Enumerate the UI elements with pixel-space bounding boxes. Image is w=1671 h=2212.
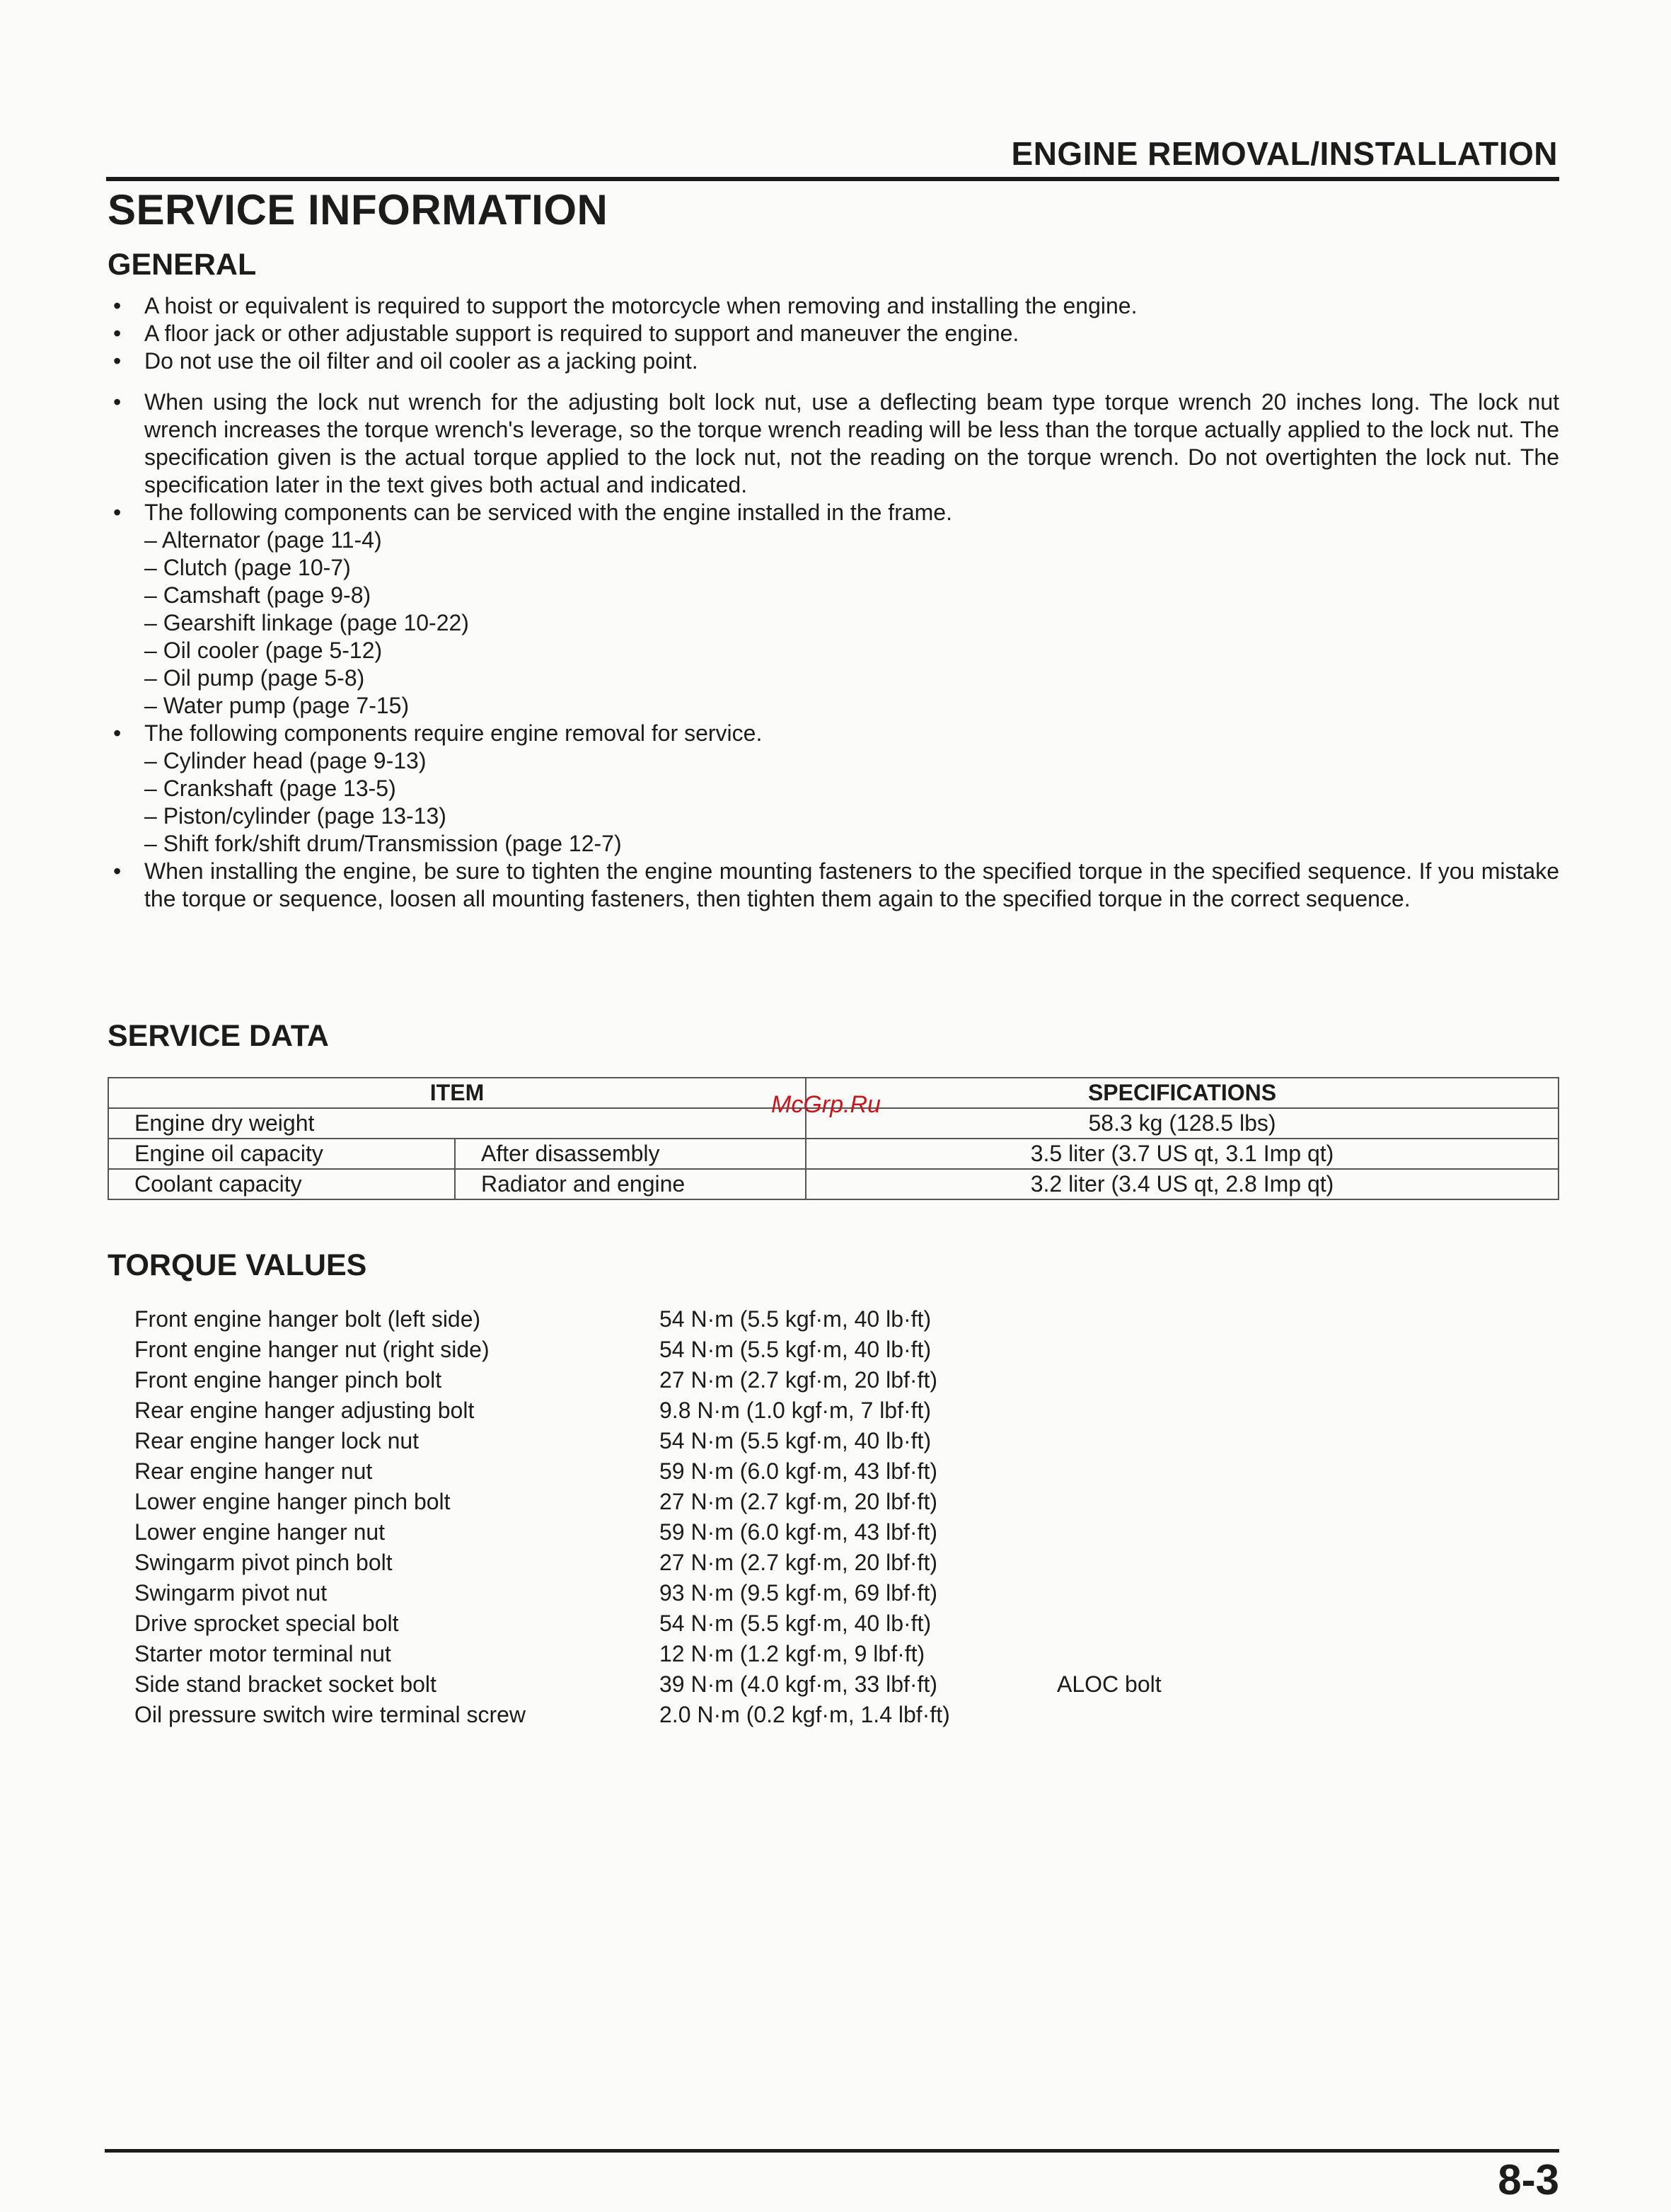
torque-item: Front engine hanger nut (right side) — [134, 1337, 490, 1362]
table-row — [134, 1639, 1162, 1669]
service-data-heading: SERVICE DATA — [108, 1019, 329, 1053]
sub-item: – Piston/cylinder (page 13-13) — [144, 803, 446, 829]
column-header-item: ITEM — [108, 1078, 806, 1108]
torque-value: 93 N·m (9.5 kgf·m, 69 lbf·ft) — [659, 1580, 937, 1606]
watermark: McGrp.Ru — [771, 1091, 881, 1118]
table-row — [134, 1578, 1162, 1608]
sub-item: – Crankshaft (page 13-5) — [144, 776, 396, 801]
torque-item: Oil pressure switch wire terminal screw — [134, 1702, 526, 1727]
bullet-text: The following components require engine removal for service. — [144, 720, 763, 746]
torque-item: Front engine hanger pinch bolt — [134, 1367, 442, 1393]
list-item: • The following components can be serviced with the engine installed in the frame. — [113, 499, 1559, 526]
sub-item: – Water pump (page 7-15) — [144, 693, 410, 718]
list-item: • The following components require engine removal for service. — [113, 720, 1559, 747]
sub-item: – Clutch (page 10-7) — [144, 555, 351, 580]
sub-item: – Camshaft (page 9-8) — [144, 582, 371, 608]
list-item: • A hoist or equivalent is required to support the motorcycle when removing and installing the engine. — [113, 292, 1559, 320]
torque-item: Drive sprocket special bolt — [134, 1611, 399, 1636]
bullet-text: A floor jack or other adjustable support is required to support and maneuver the engine. — [144, 321, 1019, 346]
header-rule — [106, 177, 1559, 181]
torque-item: Side stand bracket socket bolt — [134, 1671, 436, 1697]
torque-item: Lower engine hanger nut — [134, 1519, 386, 1545]
general-bullets — [113, 292, 1559, 913]
page-number: 8-3 — [1498, 2156, 1559, 2204]
table-row — [108, 1139, 1559, 1169]
table-row — [134, 1456, 1162, 1487]
table-row — [134, 1517, 1162, 1548]
sub-item-cell: After disassembly — [455, 1139, 806, 1169]
torque-item: Rear engine hanger adjusting bolt — [134, 1398, 475, 1423]
torque-value: 59 N·m (6.0 kgf·m, 43 lbf·ft) — [659, 1519, 937, 1545]
column-header-specifications: SPECIFICATIONS — [806, 1078, 1559, 1108]
sub-item: – Oil pump (page 5-8) — [144, 665, 365, 691]
torque-value: 27 N·m (2.7 kgf·m, 20 lbf·ft) — [659, 1367, 937, 1393]
sub-item: – Alternator (page 11-4) — [144, 527, 382, 553]
torque-value: 39 N·m (4.0 kgf·m, 33 lbf·ft) — [659, 1671, 937, 1697]
table-row — [134, 1365, 1162, 1395]
sub-item: – Cylinder head (page 9-13) — [144, 748, 427, 773]
torque-value: 54 N·m (5.5 kgf·m, 40 lb·ft) — [659, 1337, 932, 1362]
list-item: • When using the lock nut wrench for the adjusting bolt lock nut, use a deflecting beam type torque wrench 20 inches long. The lock nut wrench increases the torque wrench's leverage, so the torque wrench reading will be less than the torque actually applied to the lock nut. The specification given is the actual torque applied to the lock nut, not the reading on the torque wrench. Do not overtighten the lock nut. The specification later in the text gives both actual and indicated. — [113, 389, 1559, 497]
torque-value: 54 N·m (5.5 kgf·m, 40 lb·ft) — [659, 1428, 932, 1453]
spec-cell: 3.5 liter (3.7 US qt, 3.1 Imp qt) — [806, 1139, 1559, 1169]
table-row — [134, 1669, 1162, 1700]
torque-item: Swingarm pivot pinch bolt — [134, 1550, 393, 1575]
spec-cell: 58.3 kg (128.5 lbs) — [806, 1108, 1559, 1139]
table-row — [134, 1700, 1162, 1730]
table-row — [134, 1487, 1162, 1517]
item-cell: Engine dry weight — [108, 1108, 806, 1139]
spec-cell: 3.2 liter (3.4 US qt, 2.8 Imp qt) — [806, 1169, 1559, 1199]
torque-value: 12 N·m (1.2 kgf·m, 9 lbf·ft) — [659, 1641, 925, 1666]
bullet-text: The following components can be serviced with the engine installed in the frame. — [144, 500, 952, 525]
table-row — [108, 1169, 1559, 1199]
sub-item: – Shift fork/shift drum/Transmission (page 12-7) — [144, 831, 622, 856]
torque-item: Front engine hanger bolt (left side) — [134, 1306, 481, 1332]
bullet-text: When using the lock nut wrench for the adjusting bolt lock nut, use a deflecting beam type torque wrench 20 inches long. The lock nut wrench increases the torque wrench's leverage, so the torque wrench reading will be less than the torque actually applied to the lock nut. The specification given is the actual torque applied to the lock nut, not the reading on the torque wrench. Do not overtighten the lock nut. The specification later in the text gives both actual and indicated. — [144, 389, 1559, 497]
torque-note: ALOC bolt — [1057, 1671, 1162, 1697]
torque-item: Rear engine hanger lock nut — [134, 1428, 420, 1453]
list-item: • When installing the engine, be sure to tighten the engine mounting fasteners to the specified torque in the specified sequence. If you mistake the torque or sequence, loosen all mounting fasteners, then tighten them again to the specified torque in the correct sequence. — [113, 858, 1559, 911]
list-item: • A floor jack or other adjustable support is required to support and maneuver the engine. — [113, 320, 1559, 347]
torque-item: Swingarm pivot nut — [134, 1580, 328, 1606]
table-row — [134, 1608, 1162, 1639]
table-row — [134, 1335, 1162, 1365]
bullet-text: When installing the engine, be sure to tighten the engine mounting fasteners to the specified torque in the specified sequence. If you mistake the torque or sequence, loosen all mounting fasteners, then tighten them again to the specified torque in the correct sequence. — [144, 858, 1559, 911]
list-item: • Do not use the oil filter and oil cooler as a jacking point. — [113, 347, 1559, 375]
bullet-text: Do not use the oil filter and oil cooler as a jacking point. — [144, 348, 698, 374]
bullet-text: A hoist or equivalent is required to support the motorcycle when removing and installing the engine. — [144, 293, 1138, 318]
torque-item: Starter motor terminal nut — [134, 1641, 391, 1666]
sub-item-cell: Radiator and engine — [455, 1169, 806, 1199]
table-row — [134, 1548, 1162, 1578]
general-heading: GENERAL — [108, 248, 257, 282]
torque-value: 27 N·m (2.7 kgf·m, 20 lbf·ft) — [659, 1489, 937, 1514]
sub-item: – Gearshift linkage (page 10-22) — [144, 610, 469, 635]
torque-value: 9.8 N·m (1.0 kgf·m, 7 lbf·ft) — [659, 1398, 932, 1423]
torque-value: 54 N·m (5.5 kgf·m, 40 lb·ft) — [659, 1306, 932, 1332]
table-row — [134, 1395, 1162, 1426]
chapter-title: ENGINE REMOVAL/INSTALLATION — [1011, 135, 1558, 172]
item-cell: Coolant capacity — [108, 1169, 455, 1199]
torque-value: 27 N·m (2.7 kgf·m, 20 lbf·ft) — [659, 1550, 937, 1575]
table-row — [134, 1304, 1162, 1335]
torque-value: 54 N·m (5.5 kgf·m, 40 lb·ft) — [659, 1611, 932, 1636]
table-row — [134, 1426, 1162, 1456]
page-title: SERVICE INFORMATION — [108, 186, 608, 234]
torque-values-heading: TORQUE VALUES — [108, 1248, 367, 1282]
torque-item: Rear engine hanger nut — [134, 1458, 373, 1484]
torque-item: Lower engine hanger pinch bolt — [134, 1489, 451, 1514]
torque-value: 59 N·m (6.0 kgf·m, 43 lbf·ft) — [659, 1458, 937, 1484]
torque-values-list — [134, 1304, 1162, 1730]
footer-rule — [105, 2149, 1559, 2153]
item-cell: Engine oil capacity — [108, 1139, 455, 1169]
torque-value: 2.0 N·m (0.2 kgf·m, 1.4 lbf·ft) — [659, 1702, 950, 1727]
sub-item: – Oil cooler (page 5-12) — [144, 638, 383, 663]
